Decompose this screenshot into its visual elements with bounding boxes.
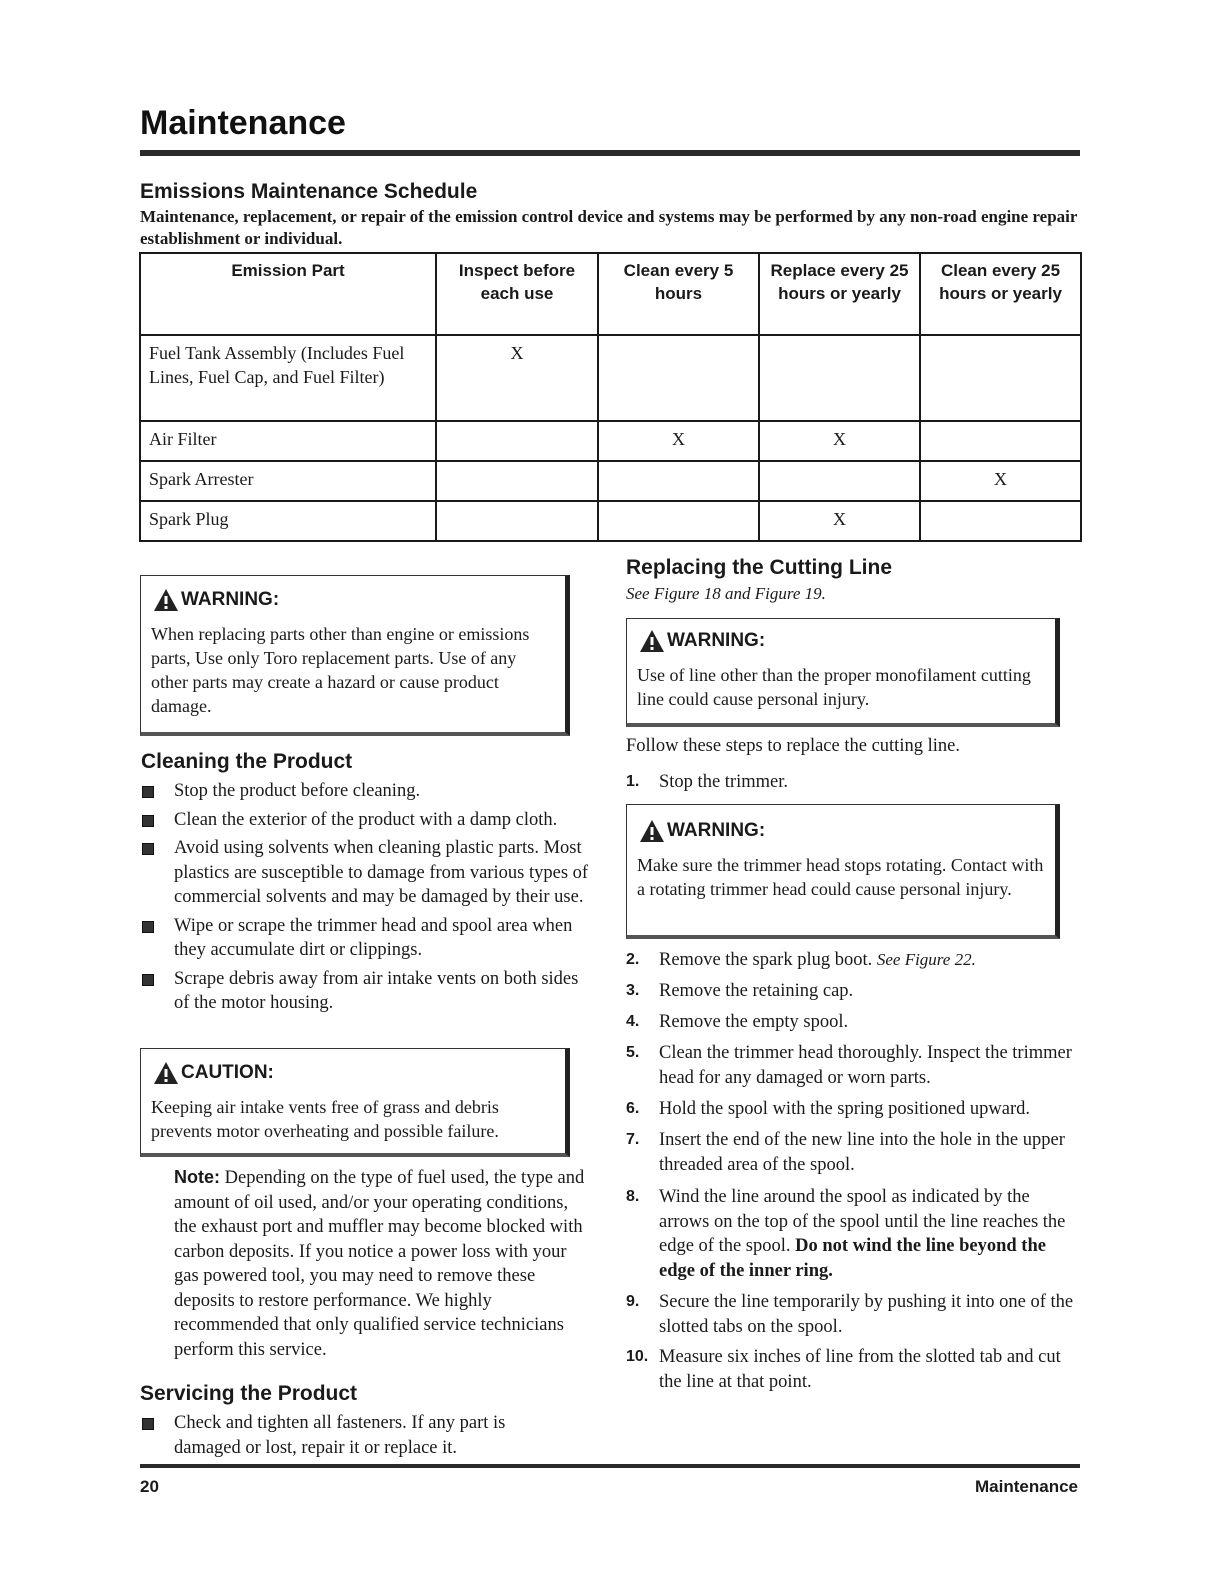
step-item	[626, 979, 1078, 1004]
step-text: Remove the spark plug boot.	[659, 950, 873, 970]
mark-cell	[920, 501, 1081, 541]
figure-reference: See Figure 18 and Figure 19.	[626, 584, 826, 603]
list-item	[140, 914, 590, 963]
step-item	[626, 1010, 1078, 1035]
caution-text: Keeping air intake vents free of grass and debris prevents motor overheating and possible failure.	[151, 1097, 499, 1141]
page-title: Maintenance	[140, 104, 346, 142]
column-header: Emission Part	[140, 253, 436, 335]
step-number: 6.	[626, 1100, 640, 1117]
footer-rule	[140, 1464, 1080, 1468]
warning-header	[639, 629, 765, 653]
column-header: Inspect before each use	[436, 253, 598, 335]
mark-cell	[436, 461, 598, 501]
mark-cell	[436, 421, 598, 461]
warning-parts-box	[140, 575, 570, 736]
bullet-icon	[142, 843, 154, 855]
warning-triangle-icon	[639, 819, 665, 843]
warning-text: Use of line other than the proper monofilament cutting line could cause personal injury.	[637, 665, 1031, 709]
step-item	[626, 1345, 1078, 1394]
warning-text: When replacing parts other than engine or emissions parts, Use only Toro replacement parts. Use of any other parts may create a hazard or cause product damage.	[151, 624, 530, 716]
step-text: Secure the line temporarily by pushing it into one of the slotted tabs on the spool.	[659, 1292, 1074, 1337]
caution-header	[153, 1061, 274, 1085]
mark-cell: X	[598, 421, 759, 461]
step-number: 2.	[626, 951, 640, 968]
part-cell: Fuel Tank Assembly (Includes Fuel Lines, Fuel Cap, and Fuel Filter)	[140, 335, 436, 421]
step-text: Remove the empty spool.	[659, 1012, 849, 1032]
list-item-text: Clean the exterior of the product with a damp cloth.	[174, 809, 558, 830]
warning-label: WARNING:	[667, 630, 766, 651]
mark-cell	[759, 461, 920, 501]
step-item	[626, 948, 1078, 973]
step-item	[626, 1290, 1078, 1339]
caution-box	[140, 1048, 570, 1157]
warning-triangle-icon	[153, 588, 179, 612]
footer-section: Maintenance	[975, 1477, 1078, 1496]
mark-cell	[920, 335, 1081, 421]
replacing-intro: Follow these steps to replace the cutting line.	[626, 736, 960, 756]
step-number: 1.	[626, 773, 640, 790]
list-item-text: Scrape debris away from air intake vents on both sides of the motor housing.	[174, 968, 579, 1013]
list-item	[140, 967, 590, 1016]
step-item	[626, 1097, 1078, 1122]
note-paragraph	[174, 1165, 590, 1362]
bullet-icon	[142, 1418, 154, 1430]
servicing-heading: Servicing the Product	[140, 1382, 358, 1405]
mark-cell: X	[436, 335, 598, 421]
page-number: 20	[140, 1477, 159, 1496]
step-item	[626, 1128, 1078, 1177]
table-header-row	[140, 253, 1081, 335]
step-item	[626, 770, 1078, 795]
list-item	[140, 808, 590, 833]
mark-cell: X	[759, 501, 920, 541]
warning-triangle-icon	[153, 1061, 179, 1085]
step-number: 10.	[626, 1348, 649, 1365]
mark-cell: X	[759, 421, 920, 461]
step-number: 9.	[626, 1293, 640, 1310]
cleaning-list	[140, 779, 590, 1016]
title-rule	[140, 150, 1080, 156]
emissions-heading: Emissions Maintenance Schedule	[140, 180, 478, 203]
emissions-table	[139, 252, 1082, 542]
step-text: Measure six inches of line from the slotted tab and cut the line at that point.	[659, 1347, 1061, 1392]
part-cell: Spark Arrester	[140, 461, 436, 501]
mark-cell	[436, 501, 598, 541]
warning-header	[153, 588, 279, 612]
list-item-text: Avoid using solvents when cleaning plastic parts. Most plastics are susceptible to damage from various types of commercial solvents and may be damaged by their use.	[174, 838, 589, 907]
step-item	[626, 1041, 1078, 1090]
warning-text: Make sure the trimmer head stops rotating. Contact with a rotating trimmer head could cause personal injury.	[637, 855, 1044, 899]
step-text: Hold the spool with the spring positioned upward.	[659, 1099, 1030, 1119]
note-label: Note:	[174, 1167, 220, 1187]
table-row	[140, 421, 1081, 461]
list-item-text: Wipe or scrape the trimmer head and spool area when they accumulate dirt or clippings.	[174, 915, 573, 960]
bullet-icon	[142, 786, 154, 798]
part-cell: Spark Plug	[140, 501, 436, 541]
step-item	[626, 1185, 1078, 1283]
step-number: 8.	[626, 1188, 640, 1205]
table-row	[140, 335, 1081, 421]
step-text: Stop the trimmer.	[659, 772, 788, 792]
warning-label: WARNING:	[667, 820, 766, 841]
warning-header	[639, 819, 765, 843]
mark-cell	[598, 501, 759, 541]
warning-rotating-box	[626, 804, 1060, 939]
cleaning-heading: Cleaning the Product	[141, 750, 353, 773]
step-text: Remove the retaining cap.	[659, 981, 854, 1001]
list-item-text: Check and tighten all fasteners. If any part is damaged or lost, repair it or replace it.	[174, 1413, 506, 1458]
mark-cell	[598, 335, 759, 421]
mark-cell	[920, 421, 1081, 461]
list-item	[140, 836, 590, 910]
table-row	[140, 461, 1081, 501]
replacing-heading: Replacing the Cutting Line	[626, 556, 892, 579]
mark-cell	[598, 461, 759, 501]
warning-triangle-icon	[639, 629, 665, 653]
step-number: 7.	[626, 1131, 640, 1148]
column-header: Clean every 25 hours or yearly	[920, 253, 1081, 335]
step-number: 3.	[626, 982, 640, 999]
step-emphasis: Do not wind the line beyond the edge of the inner ring.	[659, 1236, 1046, 1281]
step-text: Insert the end of the new line into the hole in the upper threaded area of the spool.	[659, 1130, 1065, 1175]
emissions-intro: Maintenance, replacement, or repair of the emission control device and systems may be performed by any non-road engine repair establishment or individual.	[140, 207, 1078, 248]
list-item-text: Stop the product before cleaning.	[174, 781, 421, 801]
list-item	[140, 1411, 540, 1460]
servicing-list	[140, 1411, 540, 1460]
warning-line-box	[626, 618, 1060, 727]
bullet-icon	[142, 921, 154, 933]
mark-cell	[759, 335, 920, 421]
table-row	[140, 501, 1081, 541]
column-header: Clean every 5 hours	[598, 253, 759, 335]
caution-label: CAUTION:	[181, 1062, 274, 1083]
bullet-icon	[142, 815, 154, 827]
step-text: Wind the line around the spool as indicated by the arrows on the top of the spool until the line reaches the edge of the spool.	[659, 1187, 1066, 1256]
bullet-icon	[142, 974, 154, 986]
list-item	[140, 779, 590, 804]
column-header: Replace every 25 hours or yearly	[759, 253, 920, 335]
note-text: Depending on the type of fuel used, the type and amount of oil used, and/or your operating conditions, the exhaust port and muffler may become blocked with carbon deposits. If you notice a power loss with your gas powered tool, you may need to remove these deposits to restore performance. We highly recommended that only qualified service technicians perform this service.	[174, 1168, 585, 1360]
step-figure-reference: See Figure 22.	[876, 950, 976, 969]
warning-label: WARNING:	[181, 589, 280, 610]
step-text: Clean the trimmer head thoroughly. Inspect the trimmer head for any damaged or worn parts.	[659, 1043, 1072, 1088]
part-cell: Air Filter	[140, 421, 436, 461]
mark-cell: X	[920, 461, 1081, 501]
step-number: 4.	[626, 1013, 640, 1030]
step-number: 5.	[626, 1044, 640, 1061]
